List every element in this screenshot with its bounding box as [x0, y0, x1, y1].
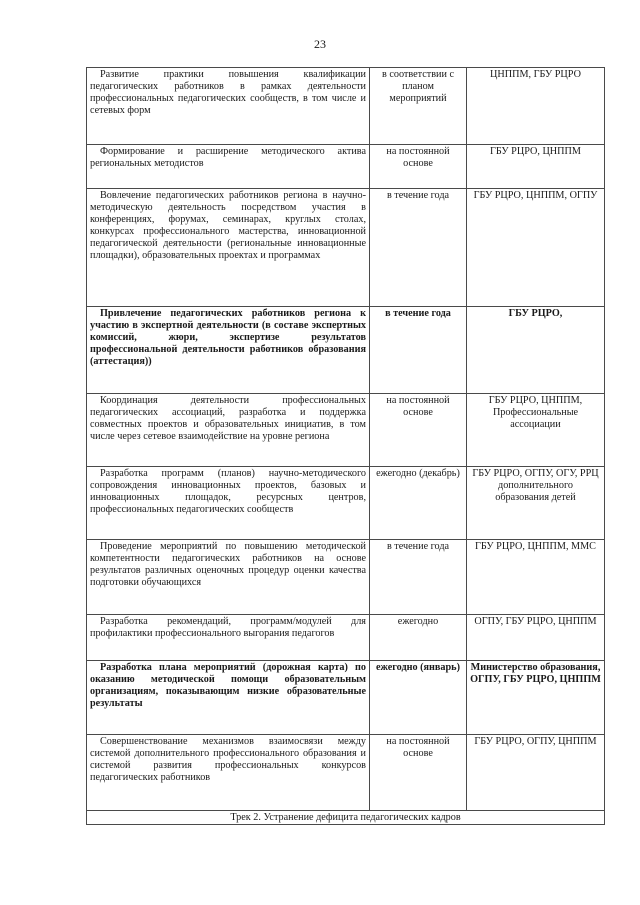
term-cell: ежегодно (декабрь): [370, 467, 467, 540]
term-cell: в течение года: [370, 540, 467, 615]
table-row: [87, 540, 605, 615]
table-row: [87, 661, 605, 735]
table-row: [87, 735, 605, 811]
responsible-cell: ГБУ РЦРО, ОГПУ, ОГУ, РРЦ дополнительного образования детей: [467, 467, 605, 540]
term-cell: ежегодно (январь): [370, 661, 467, 735]
table-row: [87, 145, 605, 189]
responsible-cell: Министерство образования, ОГПУ, ГБУ РЦРО, ЦНППМ: [467, 661, 605, 735]
responsible-cell: ЦНППМ, ГБУ РЦРО: [467, 68, 605, 145]
term-cell: в соответствии с планом мероприятий: [370, 68, 467, 145]
activity-cell: Координация деятельности профессиональных педагогических ассоциаций, разработка и поддержка совместных проектов и образовательных инициатив, в том числе через сетевое взаимодействие на уровне региона: [87, 394, 370, 467]
activity-cell: Привлечение педагогических работников региона к участию в экспертной деятельности (в составе экспертных комиссий, жюри, экспертизе результатов профессиональной деятельности работников образования (аттестация)): [87, 307, 370, 394]
activity-cell: Проведение мероприятий по повышению методической компетентности педагогических работников на основе результатов различных оценочных процедур оценки качества подготовки обучающихся: [87, 540, 370, 615]
activity-cell: Совершенствование механизмов взаимосвязи между системой дополнительного профессионального образования и системой развития профессиональных конкурсов педагогических работников: [87, 735, 370, 811]
term-cell: на постоянной основе: [370, 145, 467, 189]
activity-plan-table: [86, 67, 605, 825]
table-row: [87, 307, 605, 394]
table-row: [87, 68, 605, 145]
activity-plan-body: [87, 68, 605, 825]
responsible-cell: ГБУ РЦРО, ЦНППМ, ММС: [467, 540, 605, 615]
term-cell: в течение года: [370, 307, 467, 394]
term-cell: на постоянной основе: [370, 394, 467, 467]
term-cell: ежегодно: [370, 615, 467, 661]
table-row: [87, 467, 605, 540]
responsible-cell: ГБУ РЦРО, ЦНППМ: [467, 145, 605, 189]
activity-cell: Формирование и расширение методического актива региональных методистов: [87, 145, 370, 189]
activity-cell: Вовлечение педагогических работников региона в научно-методическую деятельность посредством участия в конференциях, форумах, семинарах, круглых столах, конкурсах профессионального мастерства, инновационной педагогической деятельности (региональные инновационные площадки), образовательных проектах и программах: [87, 189, 370, 307]
responsible-cell: ГБУ РЦРО, ОГПУ, ЦНППМ: [467, 735, 605, 811]
responsible-cell: ОГПУ, ГБУ РЦРО, ЦНППМ: [467, 615, 605, 661]
table-row: [87, 394, 605, 467]
page-number: 23: [314, 37, 326, 51]
track-row: [87, 811, 605, 825]
responsible-cell: ГБУ РЦРО, ЦНППМ, Профессиональные ассоциации: [467, 394, 605, 467]
table-row: [87, 615, 605, 661]
responsible-cell: ГБУ РЦРО,: [467, 307, 605, 394]
activity-cell: Разработка рекомендаций, программ/модулей для профилактики профессионального выгорания педагогов: [87, 615, 370, 661]
track-title: Трек 2. Устранение дефицита педагогических кадров: [87, 811, 605, 825]
activity-cell: Разработка плана мероприятий (дорожная карта) по оказанию методической помощи образовательным организациям, показывающим низкие образовательные результаты: [87, 661, 370, 735]
activity-cell: Разработка программ (планов) научно-методического сопровождения инновационных проектов, базовых и инновационных площадок, ресурсных центров, профессиональных педагогических сообществ: [87, 467, 370, 540]
term-cell: на постоянной основе: [370, 735, 467, 811]
table-row: [87, 189, 605, 307]
term-cell: в течение года: [370, 189, 467, 307]
activity-cell: Развитие практики повышения квалификации педагогических работников в рамках деятельности профессиональных педагогических сообществ, в том числе и сетевых форм: [87, 68, 370, 145]
responsible-cell: ГБУ РЦРО, ЦНППМ, ОГПУ: [467, 189, 605, 307]
